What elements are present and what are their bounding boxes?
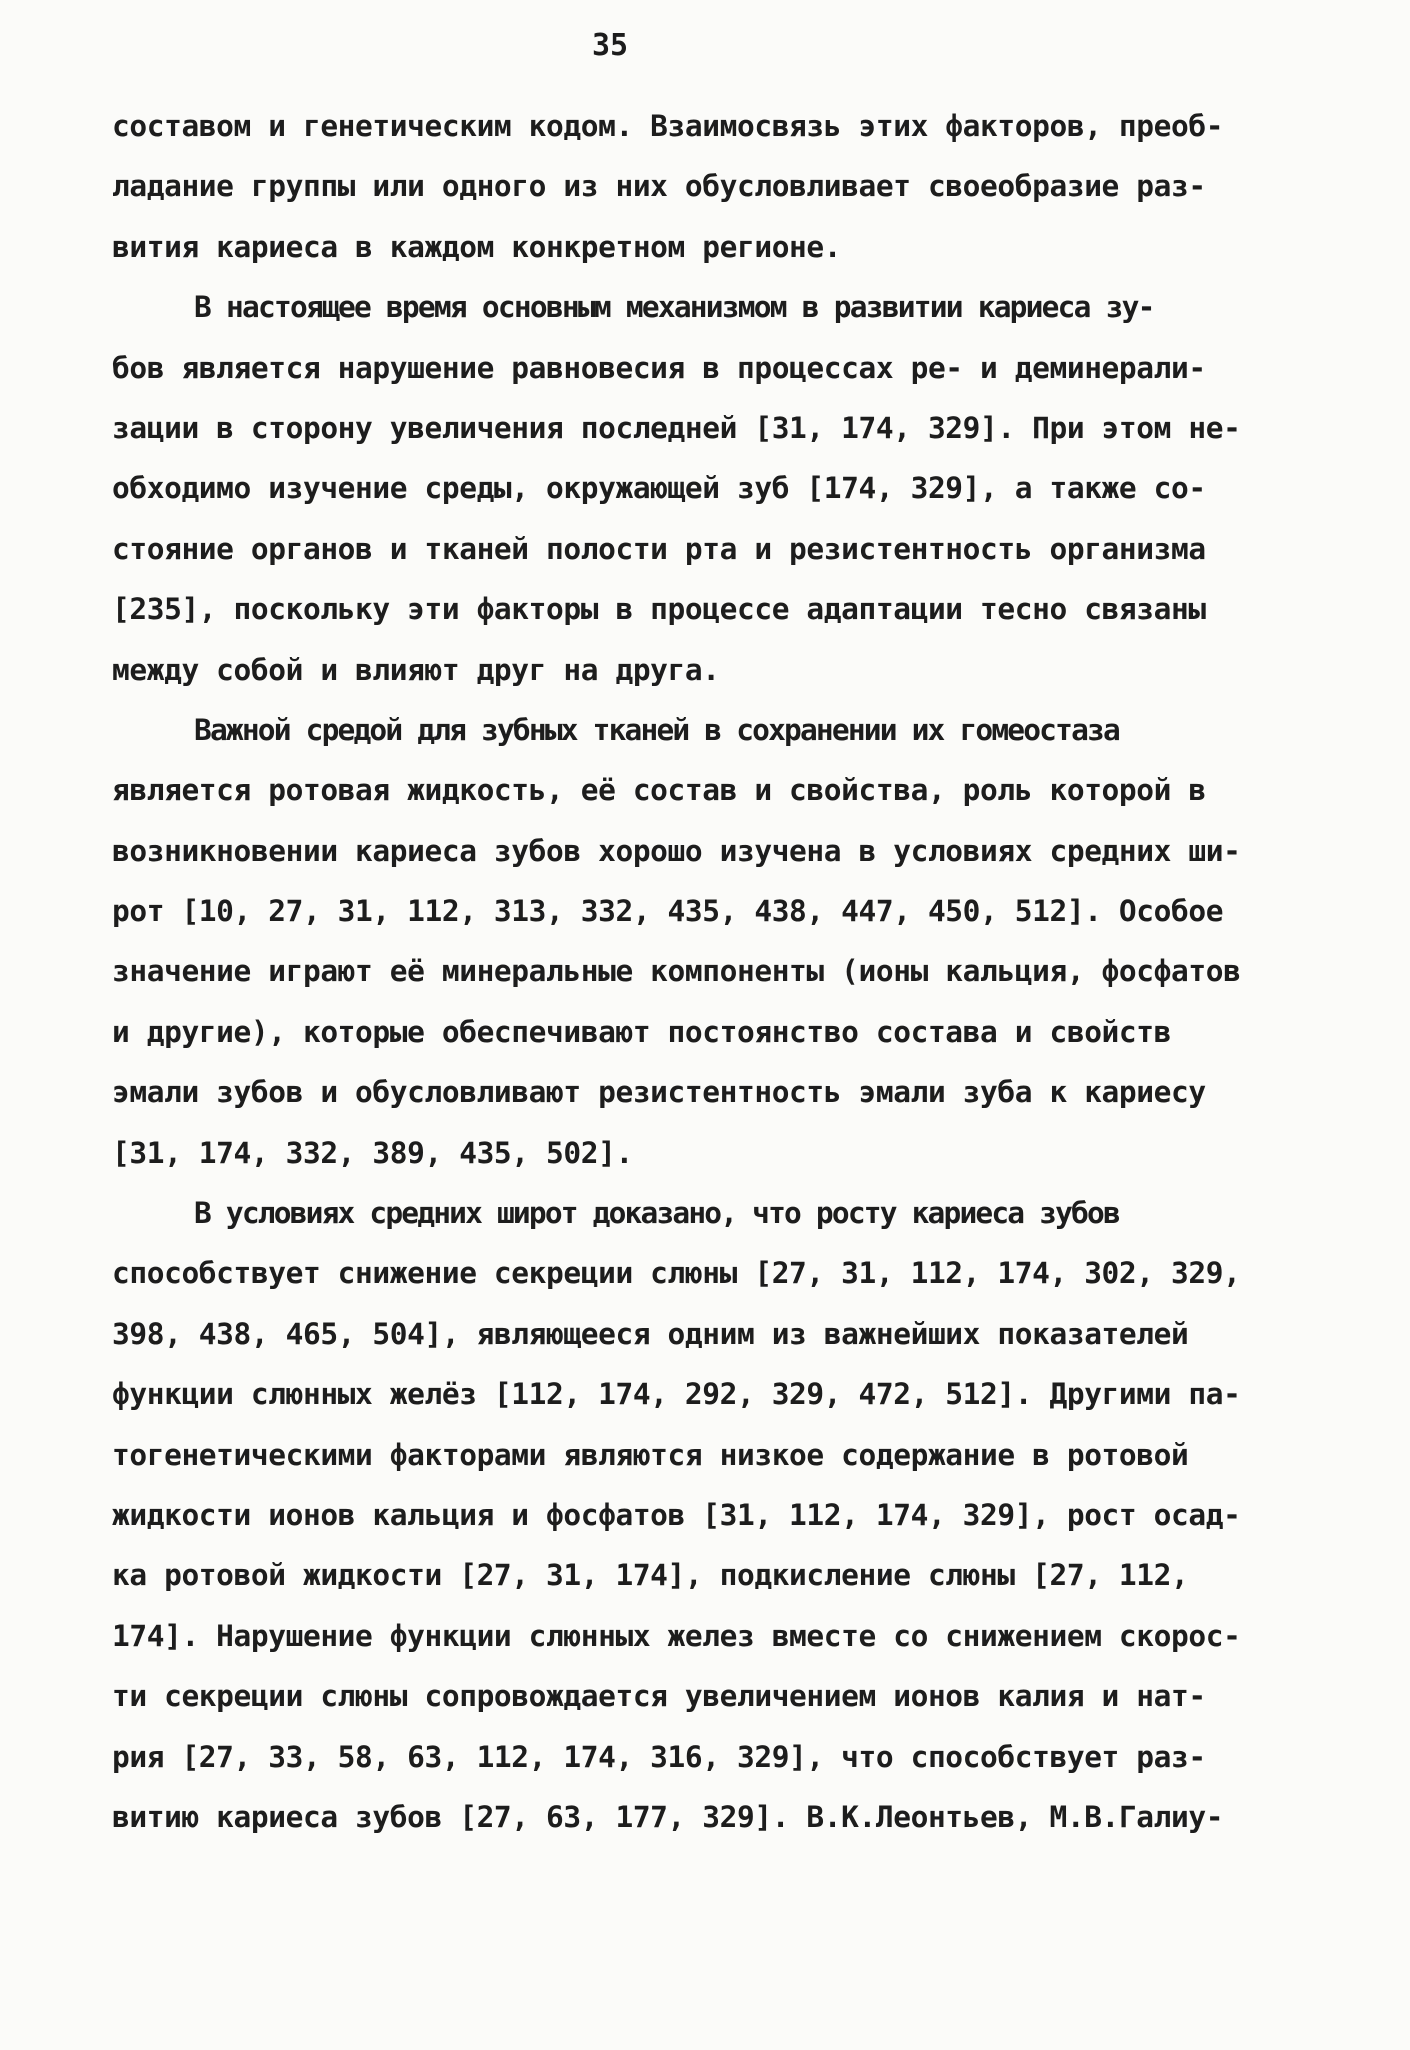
text-line: эмали зубов и обусловливают резистентность эмали зуба к кариесу <box>112 1075 1206 1110</box>
text-line: 174]. Нарушение функции слюнных желез вместе со снижением скорос- <box>112 1618 1241 1653</box>
text-line: витию кариеса зубов [27, 63, 177, 329]. В.К.Леонтьев, М.В.Галиу- <box>112 1799 1224 1834</box>
text-line: бов является нарушение равновесия в процессах ре- и деминерали- <box>112 350 1206 385</box>
text-line: рот [10, 27, 31, 112, 313, 332, 435, 438, 447, 450, 512]. Особое <box>112 894 1224 929</box>
page-number: 35 <box>591 28 629 63</box>
text-line: значение играют её минеральные компоненты (ионы кальция, фосфатов <box>112 954 1241 989</box>
body-text <box>112 96 1302 1847</box>
text-line: ка ротовой жидкости [27, 31, 174], подкисление слюны [27, 112, <box>112 1558 1189 1593</box>
text-line: ти секреции слюны сопровождается увеличением ионов калия и нат- <box>112 1679 1206 1714</box>
text-line: возникновении кариеса зубов хорошо изучена в условиях средних ши- <box>112 833 1241 868</box>
text-line: обходимо изучение среды, окружающей зуб [174, 329], а также со- <box>112 471 1206 506</box>
text-line: составом и генетическим кодом. Взаимосвязь этих факторов, преоб- <box>112 109 1224 143</box>
paragraph-first-line: В условиях средних широт доказано, что росту кариеса зубов <box>194 1196 1119 1231</box>
paragraph-first-line: В настоящее время основным механизмом в развитии кариеса зу- <box>194 290 1154 325</box>
text-line: ладание группы или одного из них обусловливает своеобразие раз- <box>112 169 1206 204</box>
text-line: является ротовая жидкость, её состав и свойства, роль которой в <box>112 773 1206 808</box>
text-line: [235], поскольку эти факторы в процессе адаптации тесно связаны <box>112 592 1206 627</box>
text-line: между собой и влияют друг на друга. <box>112 652 720 687</box>
text-line: способствует снижение секреции слюны [27, 31, 112, 174, 302, 329, <box>112 1256 1241 1291</box>
text-line: 398, 438, 465, 504], являющееся одним из важнейших показателей <box>112 1316 1189 1351</box>
paragraph-first-line: Важной средой для зубных тканей в сохранении их гомеостаза <box>194 712 1119 747</box>
text-line: и другие), которые обеспечивают постоянство состава и свойств <box>112 1014 1171 1049</box>
text-line: тогенетическими факторами являются низкое содержание в ротовой <box>112 1437 1189 1472</box>
text-line: вития кариеса в каждом конкретном регионе. <box>112 229 842 264</box>
text-line: зации в сторону увеличения последней [31, 174, 329]. При этом не- <box>112 410 1241 445</box>
text-line: функции слюнных желёз [112, 174, 292, 329, 472, 512]. Другими па- <box>112 1377 1241 1412</box>
text-line: жидкости ионов кальция и фосфатов [31, 112, 174, 329], рост осад- <box>112 1497 1241 1532</box>
text-line: [31, 174, 332, 389, 435, 502]. <box>112 1135 633 1170</box>
text-line: стояние органов и тканей полости рта и резистентность организма <box>112 531 1206 566</box>
text-line: рия [27, 33, 58, 63, 112, 174, 316, 329], что способствует раз- <box>112 1739 1206 1774</box>
